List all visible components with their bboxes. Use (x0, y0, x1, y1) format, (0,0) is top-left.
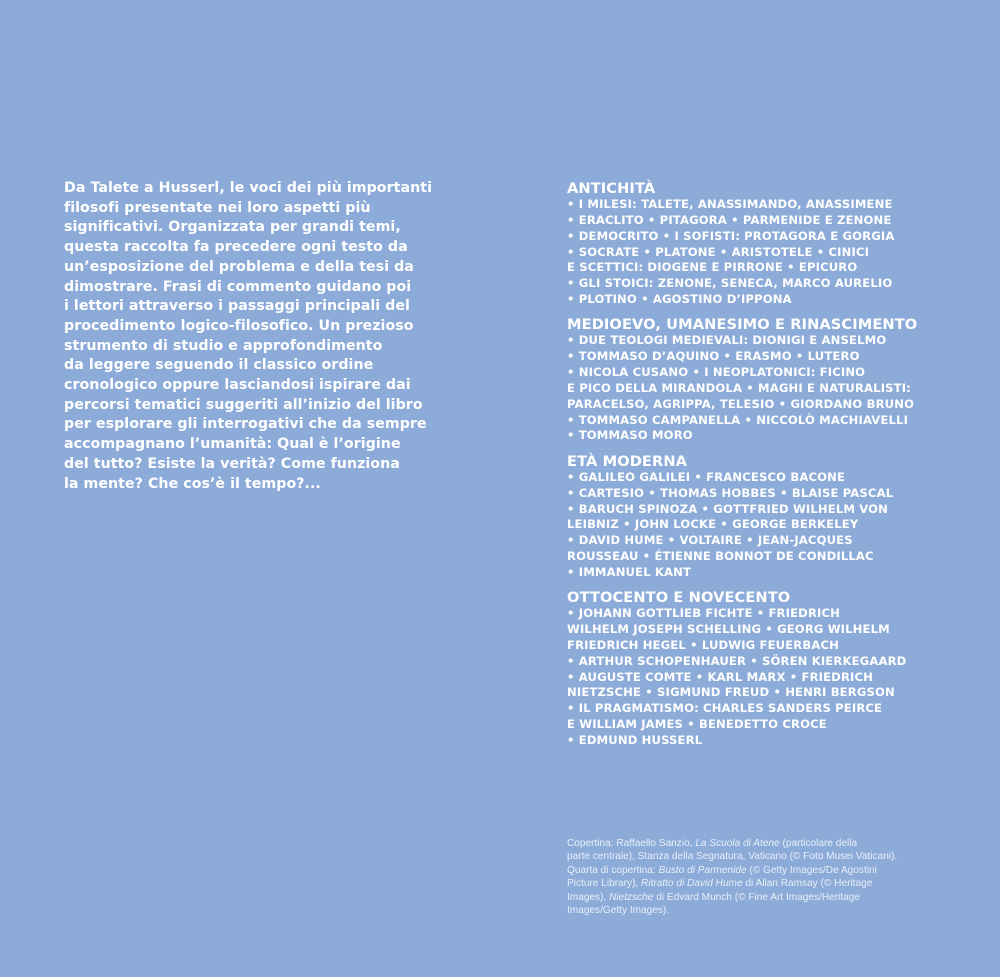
section-entry-line: ROUSSEAU • ÉTIENNE BONNOT DE CONDILLAC (567, 549, 874, 564)
blurb-line: accompagnano l’umanità: Qual è l’origine (64, 436, 401, 453)
section-entry-line: • PLOTINO • AGOSTINO D’IPPONA (567, 292, 792, 307)
credits-line (567, 877, 947, 890)
credits-line (567, 837, 947, 850)
toc-section-eta-moderna (567, 453, 947, 581)
credits-text: Quarta di copertina: (567, 864, 659, 876)
blurb-line: significativi. Organizzata per grandi temi, (64, 219, 401, 236)
section-entry-line: • ERACLITO • PITAGORA • PARMENIDE E ZENONE (567, 212, 892, 227)
section-title: ANTICHITÀ (567, 180, 656, 197)
artwork-title: La Scuola di Atene (695, 838, 780, 849)
section-entry-line: • GALILEO GALILEI • FRANCESCO BACONE (567, 469, 846, 484)
section-entry-line: E SCETTICI: DIOGENE E PIRRONE • EPICURO (567, 260, 858, 275)
blurb-line: per esplorare gli interrogativi che da sempre (64, 416, 427, 433)
credits-text: Copertina: Raffaello Sanzio, (567, 838, 696, 849)
section-title: ETÀ MODERNA (567, 452, 688, 470)
blurb-line: un’esposizione del problema e della tesi da (64, 258, 414, 275)
section-entry-line: • TOMMASO MORO (567, 428, 693, 443)
toc-section-medioevo (567, 316, 947, 444)
section-entry-line: • DUE TEOLOGI MEDIEVALI: DIONIGI E ANSELMO (567, 333, 887, 348)
blurb-line: i lettori attraverso i passaggi principali del (64, 298, 410, 315)
section-entry-line: • EDMUND HUSSERL (567, 732, 703, 747)
section-entry-line: LEIBNIZ • JOHN LOCKE • GEORGE BERKELEY (567, 517, 859, 532)
section-entry-line: • DAVID HUME • VOLTAIRE • JEAN-JACQUES (567, 533, 853, 548)
toc-section-antichita (567, 180, 947, 308)
artwork-title: Nietzsche (609, 891, 654, 903)
section-entry-line: • IMMANUEL KANT (567, 564, 692, 579)
section-entry-line: • IL PRAGMATISMO: CHARLES SANDERS PEIRCE (567, 701, 883, 716)
section-title: OTTOCENTO E NOVECENTO (567, 589, 791, 607)
section-entry-line: FRIEDRICH HEGEL • LUDWIG FEUERBACH (567, 637, 840, 652)
blurb-line: strumento di studio e approfondimento (64, 337, 383, 354)
credits-line (567, 904, 947, 917)
section-entry-line: E WILLIAM JAMES • BENEDETTO CROCE (567, 717, 827, 732)
blurb-line: procedimento logico-filosofico. Un prezioso (64, 317, 414, 334)
credits-text: di Edvard Munch (© Fine Art Images/Heritage (653, 891, 861, 903)
section-entry-line: • CARTESIO • THOMAS HOBBES • BLAISE PASCAL (567, 485, 894, 500)
credits-text: parte centrale), Stanza della Segnatura, Vaticano (© Foto Musei Vaticani). (567, 851, 898, 863)
section-entry-line: • JOHANN GOTTLIEB FICHTE • FRIEDRICH (567, 606, 840, 621)
credits-text: Images), (567, 891, 610, 903)
section-entry-line: WILHELM JOSEPH SCHELLING • GEORG WILHELM (567, 622, 890, 637)
artwork-title: Busto di Parmenide (658, 864, 747, 876)
section-entry-line: • BARUCH SPINOZA • GOTTFRIED WILHELM VON (567, 501, 889, 516)
blurb-line: la mente? Che cos’è il tempo?... (64, 475, 321, 492)
section-entry-line: • AUGUSTE COMTE • KARL MARX • FRIEDRICH (567, 669, 874, 684)
section-entry-line: NIETZSCHE • SIGMUND FREUD • HENRI BERGSON (567, 685, 895, 700)
credits-line (567, 864, 947, 877)
credits-text: di Allan Ramsay (© Heritage (742, 878, 873, 890)
credits-text: Images/Getty Images). (567, 905, 670, 917)
blurb-line: dimostrare. Frasi di commento guidano poi (64, 278, 412, 295)
table-of-contents (567, 180, 947, 757)
blurb-line: cronologico oppure lasciandosi ispirare dai (64, 377, 411, 394)
credits-line (567, 891, 947, 904)
section-entry-line: • NICOLA CUSANO • I NEOPLATONICI: FICINO (567, 365, 866, 380)
artwork-title: Ritratto di David Hume (641, 878, 743, 890)
credits-text: Picture Library), (567, 878, 642, 890)
section-title: MEDIOEVO, UMANESIMO E RINASCIMENTO (567, 316, 918, 334)
section-entry-line: • I MILESI: TALETE, ANASSIMANDO, ANASSIMENE (567, 197, 893, 211)
section-entry-line: E PICO DELLA MIRANDOLA • MAGHI E NATURALISTI: (567, 380, 911, 395)
blurb-line: percorsi tematici suggeriti all’inizio del libro (64, 396, 423, 413)
section-entry-line: • TOMMASO CAMPANELLA • NICCOLÒ MACHIAVELLI (567, 412, 909, 427)
credits-line (567, 850, 947, 863)
credits-text: (particolare della (779, 838, 858, 849)
section-entry-line: • GLI STOICI: ZENONE, SENECA, MARCO AURELIO (567, 276, 893, 291)
image-credits (567, 837, 947, 917)
blurb-line: filosofi presentate nei loro aspetti più (64, 199, 371, 216)
section-entry-line: • SOCRATE • PLATONE • ARISTOTELE • CINICI (567, 244, 870, 259)
blurb-line: da leggere seguendo il classico ordine (64, 357, 374, 374)
blurb-paragraph (64, 179, 444, 494)
section-entry-line: • DEMOCRITO • I SOFISTI: PROTAGORA E GORGIA (567, 228, 895, 243)
section-entry-line: • ARTHUR SCHOPENHAUER • SÖREN KIERKEGAARD (567, 653, 907, 668)
blurb-line: questa raccolta fa precedere ogni testo da (64, 239, 408, 256)
section-entry-line: PARACELSO, AGRIPPA, TELESIO • GIORDANO BRUNO (567, 396, 915, 411)
blurb-line: del tutto? Esiste la verità? Come funziona (64, 455, 400, 472)
blurb-line: Da Talete a Husserl, le voci dei più importanti (64, 180, 432, 196)
section-entry-line: • TOMMASO D’AQUINO • ERASMO • LUTERO (567, 349, 860, 364)
toc-section-ottocento-novecento (567, 589, 947, 749)
credits-text: (© Getty Images/De Agostini (746, 864, 877, 876)
